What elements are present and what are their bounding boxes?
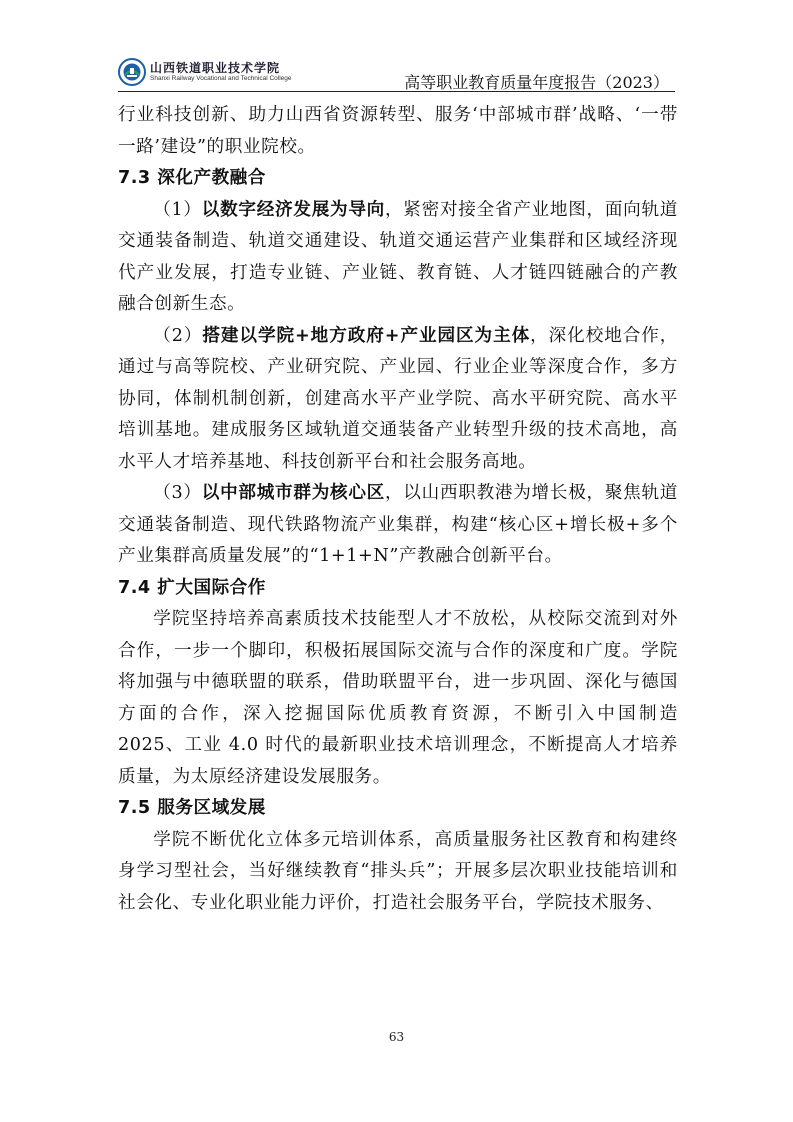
bold-lead-phrase: 搭建以学院+地方政府+产业园区为主体 bbox=[202, 325, 531, 346]
bold-lead-phrase: 以中部城市群为核心区 bbox=[201, 483, 385, 503]
paragraph-text: ，深化校地合作，通过与高等院校、产业研究院、产业园、行业企业等深度合作，多方协同，体制机制创新，创建高水平产业学院、高水平研究院、高水平培训基地。建成服务区域轨道交通装备产业转型升级的技术高地，高水平人才培养基地、科技创新平台和社会服务高地。 bbox=[118, 325, 678, 472]
page-header bbox=[118, 52, 675, 92]
item-number: （1） bbox=[153, 199, 202, 220]
college-logo bbox=[118, 58, 318, 88]
bold-lead-phrase: 以数字经济发展为导向 bbox=[201, 199, 385, 220]
header-divider bbox=[118, 91, 675, 92]
paragraph-7-5-1: 学院不断优化立体多元培训体系，高质量服务社区教育和构建终身学习型社会，当好继续教育“排头兵”；开展多层次职业技能培训和社会化、专业化职业能力评价，打造社会服务平台，学院技术服务、 bbox=[118, 829, 678, 913]
section-heading-7-4: 7.4 扩大国际合作 bbox=[118, 577, 266, 598]
page-number: 63 bbox=[388, 1030, 405, 1044]
paragraph-7-4-1: 学院坚持培养高素质技术技能型人才不放松，从校际交流到对外合作，一步一个脚印，积极拓展国际交流与合作的深度和广度。学院将加强与中德联盟的联系，借助联盟平台，进一步巩固、深化与德国方面的合作，深入挖掘国际优质教育资源，不断引入中国制造 2025、工业 4.0 时代的最新职业技术培训理念，不断提高人才培养质量，为太原经济建设发展服务。 bbox=[118, 609, 678, 787]
item-number: （3） bbox=[153, 483, 202, 503]
logo-english-name: Shanxi Railway Vocational and Technical College bbox=[150, 75, 292, 82]
paragraph-7-3-2 bbox=[118, 321, 678, 479]
paragraph-text: ，以山西职教港为增长极，聚焦轨道交通装备制造、现代铁路物流产业集群，构建“核心区+增长极+多个产业集群高质量发展”的“1+1+N”产教融合创新平台。 bbox=[118, 483, 678, 566]
section-heading-7-3: 7.3 深化产教融合 bbox=[118, 168, 266, 188]
item-number: （2） bbox=[153, 325, 203, 346]
paragraph-7-3-3 bbox=[118, 478, 678, 573]
section-heading-7-5: 7.5 服务区域发展 bbox=[118, 798, 266, 818]
paragraph-7-3-1 bbox=[118, 195, 678, 321]
report-title: 高等职业教育质量年度报告（2023） bbox=[404, 73, 669, 92]
logo-chinese-name: 山西铁道职业技术学院 bbox=[150, 61, 281, 75]
page-body bbox=[118, 100, 678, 919]
paragraph-text: ，紧密对接全省产业地图，面向轨道交通装备制造、轨道交通建设、轨道交通运营产业集群和区域经济现代产业发展，打造专业链、产业链、教育链、人才链四链融合的产教融合创新生态。 bbox=[118, 199, 678, 314]
college-emblem-icon bbox=[118, 58, 146, 86]
continued-paragraph: 行业科技创新、助力山西省资源转型、服务‘中部城市群’战略、‘一带一路’建设”的职业院校。 bbox=[118, 105, 678, 157]
